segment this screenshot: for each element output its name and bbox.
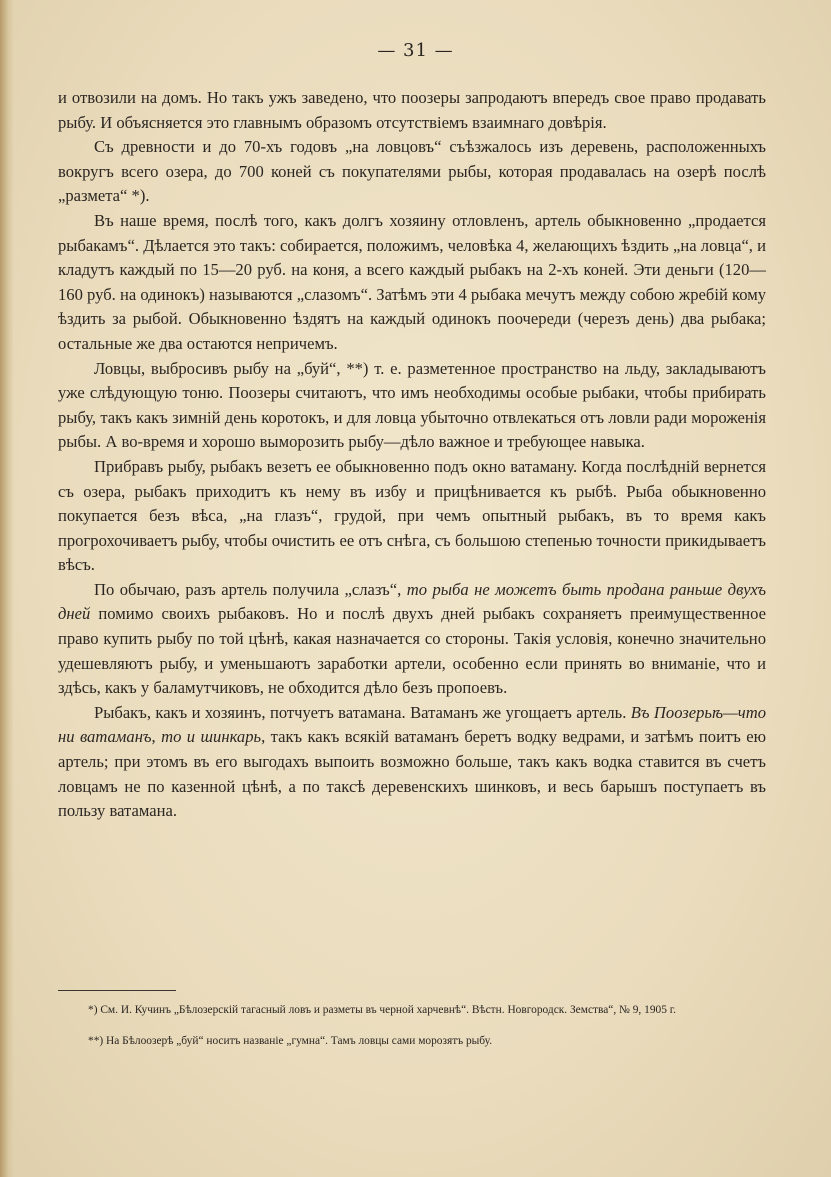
paragraph (58, 86, 766, 135)
paragraph-text: Въ наше время, послѣ того, какъ долгъ хозяину отловленъ, артель обыкновенно „продается рыбакамъ“. Дѣлается это такъ: собирается, положимъ, человѣка 4, желающихъ ѣздить „на ловца“, и кладутъ каждый по 15—20 руб. на коня, а всего каждый рыбакъ на 2-хъ коней. Эти деньги (120—160 руб. на одинокъ) называются „слазомъ“. Затѣмъ эти 4 рыбака мечутъ между собою жребій кому ѣздить за рыбой. Обыкновенно ѣздятъ на каждый одинокъ поочереди (черезъ день) два рыбака; остальные же два остаются непричемъ. (58, 210, 766, 353)
paragraph-text: , (151, 727, 162, 747)
footnote-divider (58, 990, 176, 991)
footnote: *) См. И. Кучинъ „Бѣлозерскій тагасный ловъ и разметы въ черной харчевнѣ“. Вѣстн. Новгородск. Земства“, № 9, 1905 г. (88, 1004, 676, 1016)
paragraph (58, 357, 766, 455)
paragraph (58, 701, 766, 824)
paragraph (58, 455, 766, 578)
italic-phrase: Въ Поозерьѣ—что ни ватаманъ (58, 702, 766, 747)
paragraph-text: и отвозили на домъ. Но такъ ужъ заведено, что поозеры запродаютъ впередъ свое право продавать рыбу. И объясняется это главнымъ образомъ отсутствіемъ взаимнаго довѣрія. (58, 88, 766, 132)
page-binding-edge (0, 0, 14, 1177)
page-number: — 31 — (377, 40, 454, 61)
paragraph-text: Рыбакъ, какъ и хозяинъ, потчуетъ ватамана. Ватаманъ же угощаетъ артель. (94, 702, 631, 722)
paragraph (58, 135, 766, 209)
paragraph-text: Ловцы, выбросивъ рыбу на „буй“, **) т. е. разметенное пространство на льду, закладываютъ уже слѣдующую тоню. Поозеры считаютъ, что имъ необходимы особые рыбаки, чтобы прибирать рыбу, такъ какъ зимній день коротокъ, и для ловца убыточно отвлекаться отъ ловли ради мороженія рыбы. А во-время и хорошо выморозить рыбу—дѣло важное и требующее навыка. (58, 358, 766, 452)
paragraph-text: помимо своихъ рыбаковъ. Но и послѣ двухъ дней рыбакъ сохраняетъ преимущественное право купить рыбу по той цѣнѣ, какая назначается со стороны. Такія условія, конечно значительно удешевляютъ рыбу, и уменьшаютъ заработки артели, особенно если принять во вниманіе, что и здѣсь, какъ у баламутчиковъ, не обходится дѣло безъ пропоевъ. (58, 604, 766, 698)
paragraph (58, 209, 766, 357)
paragraph-text: По обычаю, разъ артель получила „слазъ“, (94, 579, 407, 599)
footnote: **) На Бѣлоозерѣ „буй“ носитъ названіе „гумна“. Тамъ ловцы сами морозятъ рыбу. (88, 1035, 493, 1047)
paragraph-text: Съ древности и до 70-хъ годовъ „на ловцовъ“ съѣзжалось изъ деревень, расположенныхъ вокругъ всего озера, до 700 коней съ покупателями рыбы, которая продавалась на озерѣ послѣ „размета“ *). (58, 137, 766, 206)
paragraph-text: , такъ какъ всякій ватаманъ беретъ водку ведрами, и затѣмъ поитъ ею артель; при этомъ въ его выгодахъ выпоить возможно больше, такъ какъ водка ставится въ счетъ ловцамъ не по казенной цѣнѣ, а по таксѣ деревенскихъ шинковъ, и весь барышъ поступаетъ въ пользу ватамана. (58, 727, 766, 821)
italic-phrase: то рыба не можетъ быть продана раньше двухъ дней (58, 579, 766, 624)
paragraph (58, 578, 766, 701)
paragraph-text: Прибравъ рыбу, рыбакъ везетъ ее обыкновенно подъ окно ватаману. Когда послѣдній вернется съ озера, рыбакъ приходитъ къ нему въ избу и прицѣнивается къ рыбѣ. Рыба обыкновенно покупается безъ вѣса, „на глазъ“, грудой, при чемъ опытный рыбакъ, въ то время какъ прогрохочиваетъ рыбу, чтобы очистить ее отъ снѣга, съ большою степенью точности прикидываетъ вѣсъ. (58, 456, 766, 575)
body-text (58, 86, 766, 824)
italic-phrase: то и шинкарь (161, 727, 262, 747)
footnotes (58, 1002, 766, 1064)
